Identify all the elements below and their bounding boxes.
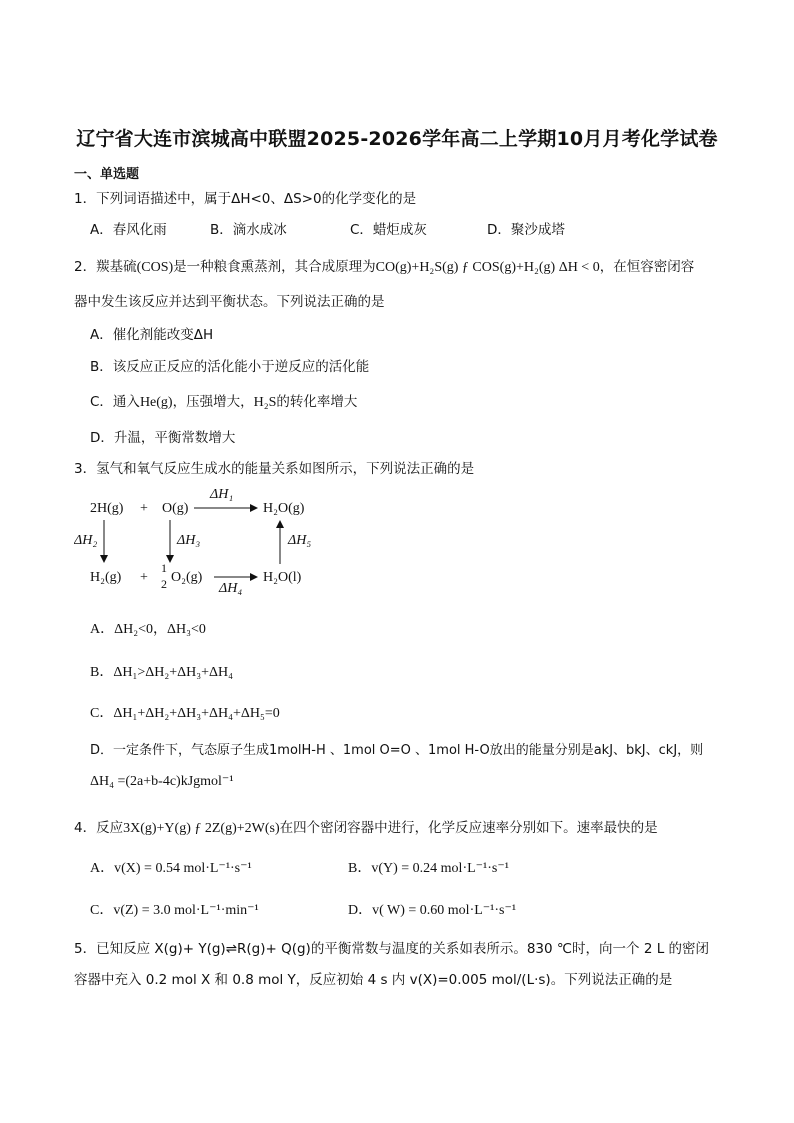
q2-option-b[interactable]: B．该反应正反应的活化能小于逆反应的活化能 [90,359,370,375]
q3-option-a[interactable]: A．ΔH₂<0，ΔH₃<0 [90,622,206,637]
q2-stem-a: 2．羰基硫 [74,259,137,275]
q2-option-a[interactable]: A．催化剂能改变ΔH [90,327,214,343]
q2-stem-b: 是一种粮食熏蒸剂，其合成原理为 [173,259,376,275]
energy-diagram [74,484,334,599]
delta-h4-label: ΔH₄ [219,581,243,596]
q4-option-d[interactable]: D．v( W) = 0.60 mol·L⁻¹·s⁻¹ [348,903,517,918]
q1-option-c[interactable]: C．蜡炬成灰 [350,222,427,238]
fraction-numerator: 1 [161,561,167,575]
fraction-denominator: 2 [161,577,167,591]
species-o-g: O(g) [162,501,189,516]
delta-h1-label: ΔH₁ [210,487,234,502]
q5-stem-a: 5．已知反应 X(g)+ Y(g) [74,941,226,957]
delta-h3-label: ΔH₃ [177,533,201,548]
species-h2o-g: H₂O(g) [263,501,305,516]
q1-option-a[interactable]: A．春风化雨 [90,222,167,238]
q5-stem-b: R(g)+ Q(g)的平衡常数与温度的关系如表所示。830 ℃时，向一个 2 L 的密闭 [237,941,710,957]
plus-sign-top: + [140,501,148,516]
q3-stem: 3．氢气和氧气反应生成水的能量关系如图所示，下列说法正确的是 [74,461,475,477]
q1-option-b[interactable]: B．滴水成冰 [210,222,287,238]
q4-option-c[interactable]: C．v(Z) = 3.0 mol·L⁻¹·min⁻¹ [90,903,259,918]
q4-stem [74,816,658,837]
species-2h-g: 2H(g) [90,501,124,516]
q2-stem [74,255,694,276]
q2-option-c-b: ，压强增大， [172,394,254,410]
species-h2o-l: H₂O(l) [263,570,302,585]
q2-option-c[interactable] [90,390,357,411]
q4-stem-b: 在四个密闭容器中进行，化学反应速率分别如下。速率最快的是 [279,820,658,836]
q5-stem-line2: 容器中充入 0.2 mol X 和 0.8 mol Y，反应初始 4 s 内 v(X)=0.005 mol/(L·s)。下列说法正确的是 [74,972,673,988]
equilibrium-sign: ⇌ [225,941,237,957]
q1-option-d[interactable]: D．聚沙成塔 [487,222,565,238]
q5-stem [74,937,709,957]
q3-option-c[interactable]: C．ΔH₁+ΔH₂+ΔH₃+ΔH₄+ΔH₅=0 [90,706,280,721]
delta-h5-label: ΔH₅ [288,533,312,548]
section-heading: 一、单选题 [74,167,140,182]
q2-option-c-h2s: H₂S [253,395,277,410]
q2-cos: (COS) [136,260,174,275]
q4-option-b[interactable]: B．v(Y) = 0.24 mol·L⁻¹·s⁻¹ [348,861,509,876]
q2-stem-c: ，在恒容密闭容 [599,259,695,275]
exam-title: 辽宁省大连市滨城高中联盟2025-2026学年高二上学期10月月考化学试卷 [76,128,718,150]
q3-option-b[interactable]: B．ΔH₁>ΔH₂+ΔH₃+ΔH₄ [90,665,234,680]
q2-option-c-a: C．通入 [90,394,140,410]
delta-h2-label: ΔH₂ [74,533,98,548]
q3-option-d[interactable]: D．一定条件下，气态原子生成1molH-H 、1mol O=O 、1mol H-O放出的能量分别是akJ、bkJ、ckJ，则 [90,743,704,758]
q3-option-d-line2: ΔH₄ =(2a+b-4c)kJgmol⁻¹ [90,774,234,789]
q2-option-d[interactable]: D．升温，平衡常数增大 [90,430,236,446]
q2-option-c-he: He(g) [139,395,173,410]
q2-stem-line2: 器中发生该反应并达到平衡状态。下列说法正确的是 [74,294,385,310]
q4-stem-a: 4．反应 [74,820,124,836]
q1-stem: 1．下列词语描述中，属于ΔH<0、ΔS>0的化学变化的是 [74,191,417,207]
plus-sign-bottom: + [140,570,148,585]
species-h2-g: H₂(g) [90,570,122,585]
q2-option-c-c: 的转化率增大 [276,394,358,410]
q4-equation: 3X(g)+Y(g) ƒ 2Z(g)+2W(s) [123,821,280,836]
species-o2-g: O₂(g) [171,570,203,585]
q4-option-a[interactable]: A．v(X) = 0.54 mol·L⁻¹·s⁻¹ [90,861,252,876]
q2-equation: CO(g)+H₂S(g) ƒ COS(g)+H₂(g) ΔH < 0 [375,260,600,275]
